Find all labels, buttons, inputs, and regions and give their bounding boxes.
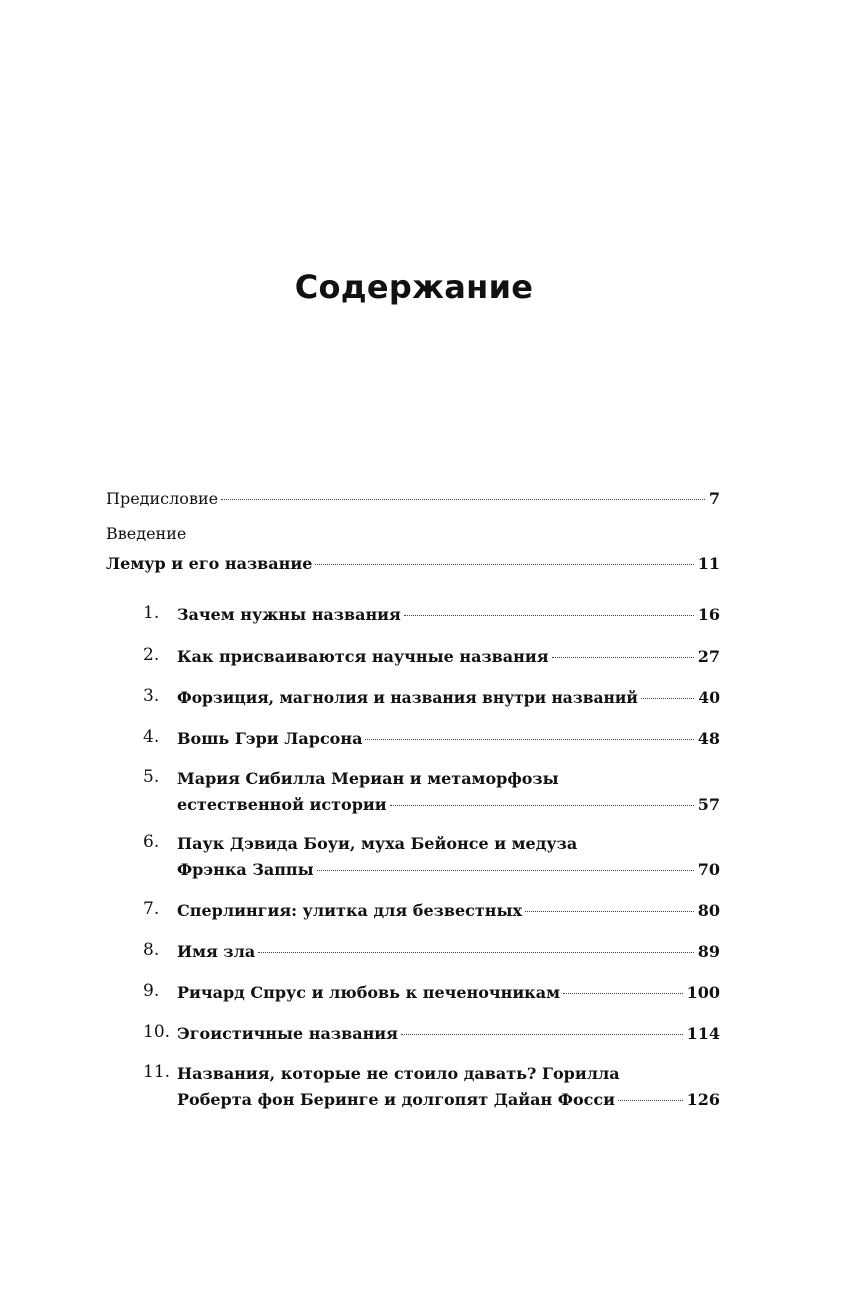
toc-page-number: 11 bbox=[697, 554, 720, 573]
toc-entry-title: Роберта фон Беринге и долгопят Дайан Фосси bbox=[177, 1090, 616, 1109]
toc-entry-title: Ричард Спрус и любовь к печеночникам bbox=[177, 983, 560, 1002]
toc-entry-title: Фрэнка Заппы bbox=[177, 860, 314, 879]
toc-entry-chapter[interactable] bbox=[177, 859, 720, 881]
toc-entry-title-line1: Мария Сибилла Мериан и метаморфозы bbox=[177, 769, 559, 788]
toc-page-number: 114 bbox=[686, 1024, 720, 1043]
toc-entry-title: Лемур и его название bbox=[106, 554, 313, 573]
chapter-number: 5. bbox=[143, 767, 160, 787]
dot-leader bbox=[563, 992, 683, 994]
toc-page-number: 80 bbox=[697, 901, 720, 920]
toc-page-number: 126 bbox=[686, 1090, 720, 1109]
toc-page-number: 48 bbox=[697, 729, 720, 748]
dot-leader bbox=[404, 614, 694, 616]
dot-leader bbox=[552, 656, 694, 658]
toc-entry-title: Предисловие bbox=[106, 489, 219, 508]
dot-leader bbox=[317, 869, 694, 871]
toc-page-number: 100 bbox=[686, 983, 720, 1002]
toc-entry-title: Вошь Гэри Ларсона bbox=[177, 729, 363, 748]
dot-leader bbox=[525, 910, 694, 912]
chapter-number: 3. bbox=[143, 686, 160, 706]
toc-entry-chapter[interactable] bbox=[177, 728, 720, 750]
dot-leader bbox=[390, 804, 694, 806]
toc-entry-intro[interactable] bbox=[106, 553, 720, 575]
toc-page-number: 27 bbox=[697, 647, 720, 666]
toc-page-number: 70 bbox=[697, 860, 720, 879]
toc-entry-chapter[interactable] bbox=[177, 1023, 720, 1045]
chapter-number: 6. bbox=[143, 832, 160, 852]
dot-leader bbox=[618, 1099, 683, 1101]
section-label-intro: Введение bbox=[106, 524, 187, 543]
chapter-number: 10. bbox=[143, 1022, 171, 1042]
toc-entry-chapter[interactable] bbox=[177, 794, 720, 816]
chapter-number: 1. bbox=[143, 603, 160, 623]
chapter-number: 4. bbox=[143, 727, 160, 747]
toc-page-number: 40 bbox=[698, 688, 720, 707]
dot-leader bbox=[365, 738, 693, 740]
toc-entry-title: Форзиция, магнолия и названия внутри названий bbox=[177, 688, 638, 707]
dot-leader bbox=[641, 697, 695, 699]
toc-entry-title: естественной истории bbox=[177, 795, 387, 814]
toc-entry-chapter[interactable] bbox=[177, 604, 720, 626]
toc-entry-chapter[interactable] bbox=[177, 1089, 720, 1111]
toc-entry-chapter[interactable] bbox=[177, 982, 720, 1004]
toc-entry-title-line1: Паук Дэвида Боуи, муха Бейонсе и медуза bbox=[177, 834, 578, 853]
toc-entry-chapter[interactable] bbox=[177, 646, 720, 668]
chapter-number: 2. bbox=[143, 645, 160, 665]
dot-leader bbox=[315, 563, 693, 565]
toc-entry-chapter[interactable] bbox=[177, 941, 720, 963]
toc-entry-chapter[interactable] bbox=[177, 687, 720, 709]
toc-entry-title: Сперлингия: улитка для безвестных bbox=[177, 901, 523, 920]
toc-entry-title: Как присваиваются научные названия bbox=[177, 647, 549, 666]
page-title: Содержание bbox=[294, 268, 534, 306]
chapter-number: 11. bbox=[143, 1062, 171, 1082]
dot-leader bbox=[221, 498, 705, 500]
toc-page-number: 89 bbox=[697, 942, 720, 961]
chapter-number: 7. bbox=[143, 899, 160, 919]
toc-entry-title: Имя зла bbox=[177, 942, 256, 961]
toc-page-number: 16 bbox=[697, 605, 720, 624]
chapter-number: 8. bbox=[143, 940, 160, 960]
toc-page-number: 57 bbox=[697, 795, 720, 814]
chapter-number: 9. bbox=[143, 981, 160, 1001]
dot-leader bbox=[258, 951, 693, 953]
dot-leader bbox=[401, 1033, 683, 1035]
toc-entry-chapter[interactable] bbox=[177, 900, 720, 922]
toc-entry-title: Зачем нужны названия bbox=[177, 605, 401, 624]
toc-entry-title-line1: Названия, которые не стоило давать? Горилла bbox=[177, 1064, 620, 1083]
toc-page-number: 7 bbox=[708, 489, 720, 508]
toc-entry-preface[interactable] bbox=[106, 488, 720, 510]
toc-entry-title: Эгоистичные названия bbox=[177, 1024, 398, 1043]
